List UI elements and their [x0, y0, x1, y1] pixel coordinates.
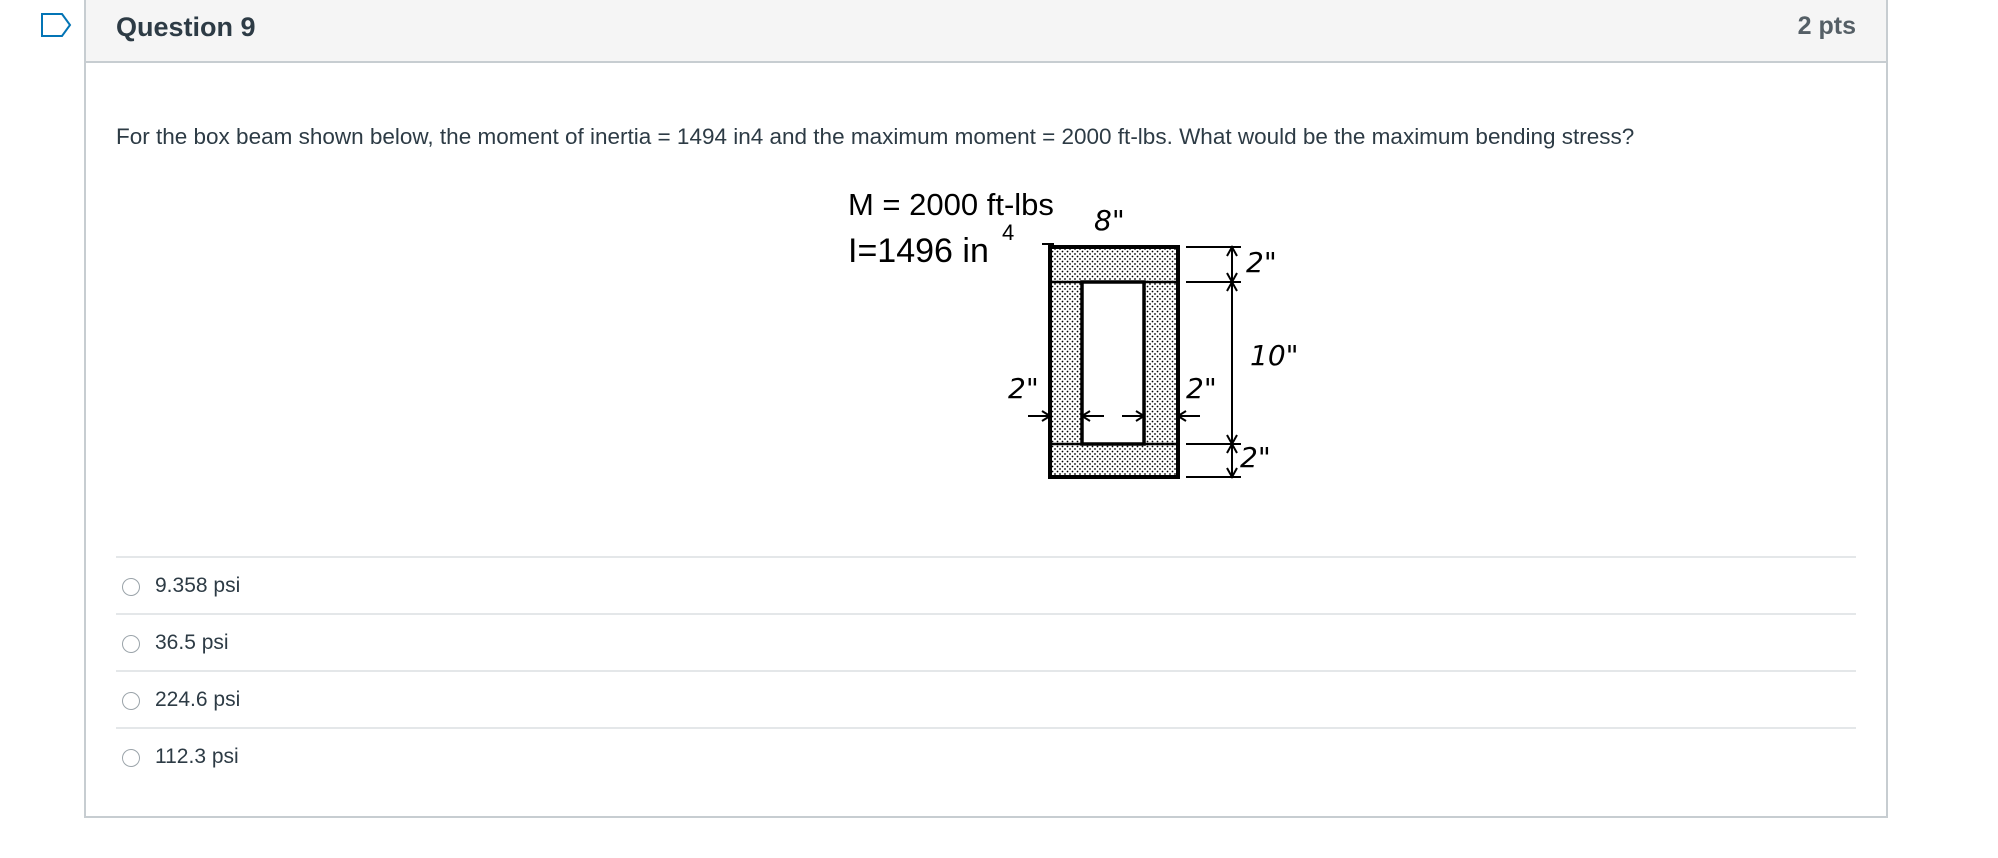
question-text: For the box beam shown below, the moment of inertia = 1494 in4 and the maximum moment = 2000 ft-lbs. What would be the maximum bending stress? — [116, 124, 1635, 149]
answer-option[interactable] — [116, 727, 1856, 784]
question-points: 2 pts — [1797, 12, 1856, 40]
answer-label: 9.358 psi — [155, 574, 241, 597]
answer-radio[interactable] — [122, 578, 140, 596]
dim-top-flange-label: 2" — [1246, 246, 1277, 279]
box-beam-section — [1050, 247, 1178, 477]
answer-radio[interactable] — [122, 749, 140, 767]
dim-web-height-label: 10" — [1250, 339, 1299, 372]
answer-radio[interactable] — [122, 692, 140, 710]
dim-width-label: 8" — [1094, 204, 1125, 237]
dim-right-wall-label: 2" — [1186, 372, 1217, 405]
inertia-exponent: 4 — [1002, 220, 1015, 245]
answer-list — [116, 556, 1856, 784]
answer-label: 112.3 psi — [155, 745, 239, 768]
answer-radio[interactable] — [122, 635, 140, 653]
answer-label: 36.5 psi — [155, 631, 229, 654]
question-header — [86, 0, 1886, 63]
answer-option[interactable] — [116, 556, 1856, 613]
question-title: Question 9 — [116, 12, 256, 42]
box-beam-figure — [756, 180, 1316, 500]
moment-label: M = 2000 ft-lbs — [848, 187, 1054, 222]
answer-option[interactable] — [116, 670, 1856, 727]
dim-left-wall-label: 2" — [1008, 372, 1039, 405]
dim-bottom-flange-label: 2" — [1240, 441, 1271, 474]
inertia-label: I=1496 in — [848, 232, 989, 270]
answer-option[interactable] — [116, 613, 1856, 670]
flag-question-icon[interactable] — [40, 12, 72, 38]
answer-label: 224.6 psi — [155, 688, 241, 711]
question-card — [84, 0, 1888, 818]
